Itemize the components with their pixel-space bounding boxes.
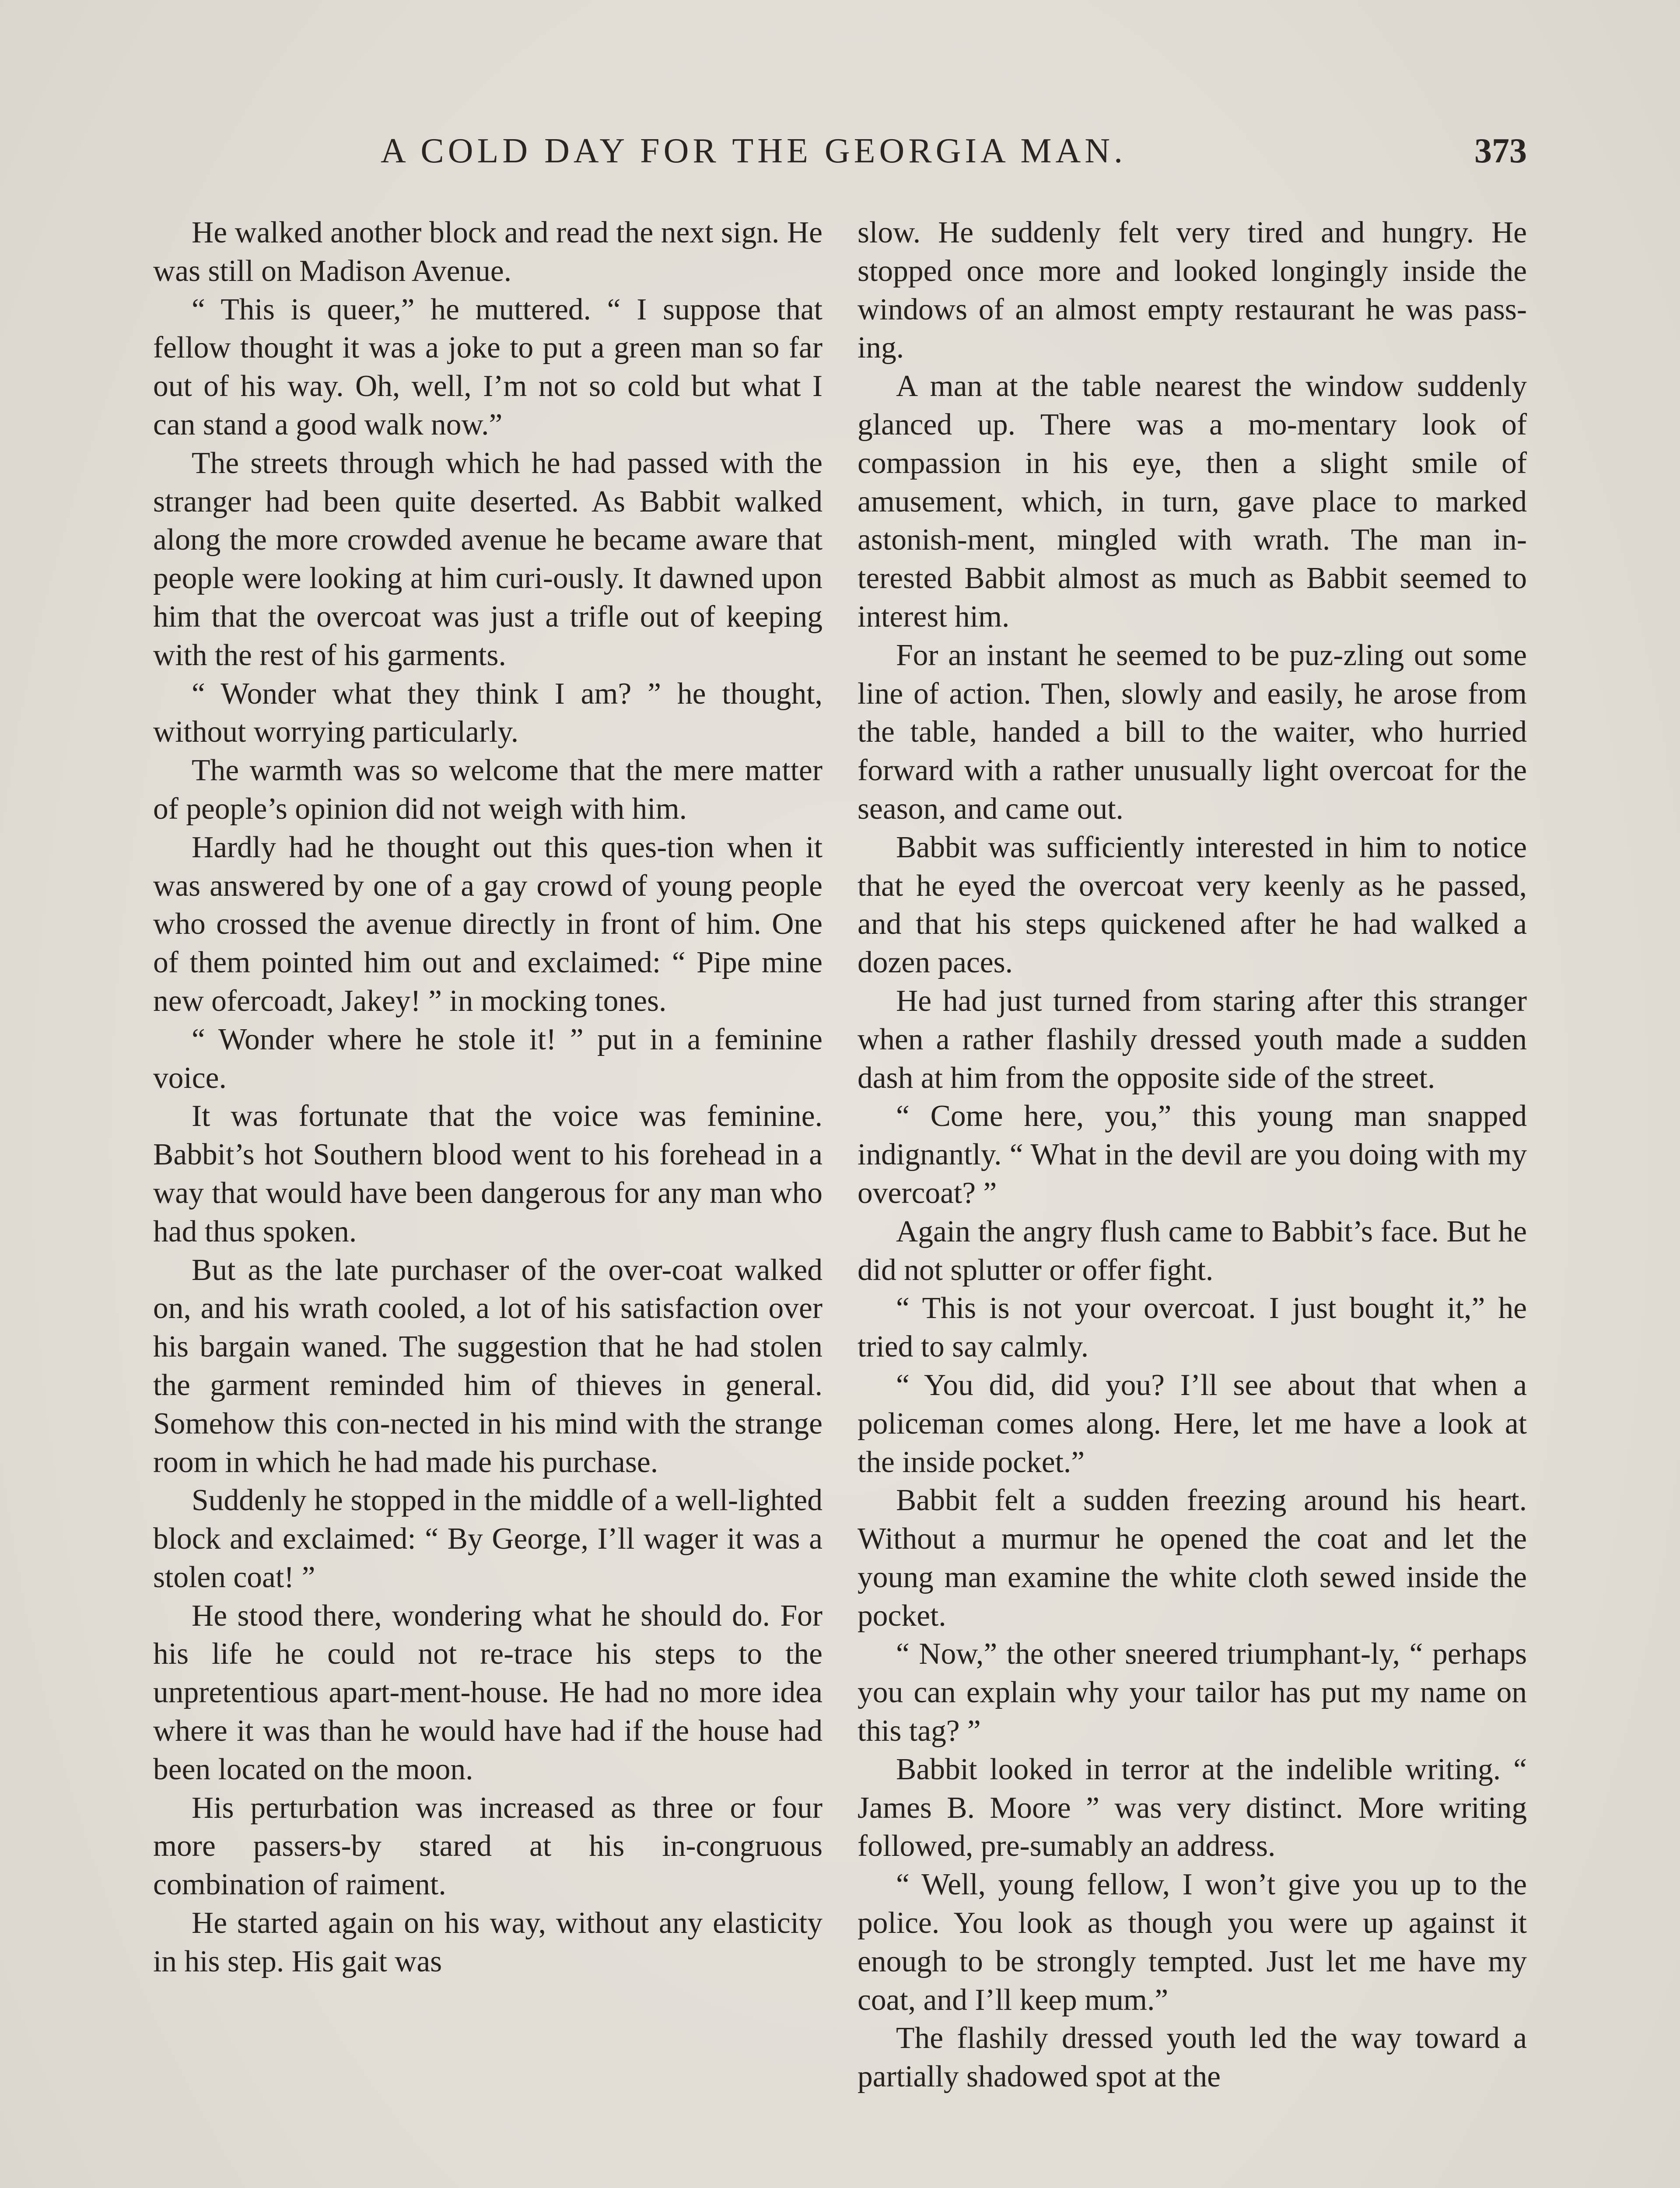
running-title: A COLD DAY FOR THE GEORGIA MAN. bbox=[381, 132, 1127, 170]
paragraph: “ This is not your overcoat. I just bought it,” he tried to say calmly. bbox=[858, 1291, 1527, 1364]
running-head bbox=[153, 131, 1527, 184]
paragraph: But as the late purchaser of the over-coat walked on, and his wrath cooled, a lot of his satisfaction over his bargain waned. The suggestion that he had stolen the garment reminded him of thieves in general. Somehow this con-nected in his mind with the strange room in which he had made his purchase. bbox=[153, 1253, 822, 1479]
continued-paragraph: slow. He suddenly felt very tired and hungry. He stopped once more and looked longingly inside the windows of an almost empty restaurant he was pass-ing. bbox=[858, 216, 1527, 365]
paragraph: Suddenly he stopped in the middle of a well-lighted block and exclaimed: “ By George, I’ll wager it was a stolen coat! ” bbox=[153, 1483, 822, 1594]
paragraph: His perturbation was increased as three or four more passers-by stared at his in-congruous combination of raiment. bbox=[153, 1791, 822, 1902]
paragraph: “ You did, did you? I’ll see about that when a policeman comes along. Here, let me have a look at the inside pocket.” bbox=[858, 1368, 1527, 1479]
paragraph: “ This is queer,” he muttered. “ I suppose that fellow thought it was a joke to put a green man so far out of his way. Oh, well, I’m not so cold but what I can stand a good walk now.” bbox=[153, 292, 822, 442]
paragraph: For an instant he seemed to be puz-zling out some line of action. Then, slowly and easily, he arose from the table, handed a bill to the waiter, who hurried forward with a rather unusually light overcoat for the season, and came out. bbox=[858, 638, 1527, 826]
paragraph: “ Now,” the other sneered triumphant-ly, “ perhaps you can explain why your tailor has put my name on this tag? ” bbox=[858, 1637, 1527, 1748]
paragraph: It was fortunate that the voice was feminine. Babbit’s hot Southern blood went to his forehead in a way that would have been dangerous for any man who had thus spoken. bbox=[153, 1099, 822, 1248]
paragraph: “ Come here, you,” this young man snapped indignantly. “ What in the devil are you doing with my overcoat? ” bbox=[858, 1099, 1527, 1210]
paragraph: A man at the table nearest the window suddenly glanced up. There was a mo-mentary look of compassion in his eye, then a slight smile of amusement, which, in turn, gave place to marked astonish-ment, mingled with wrath. The man in-terested Babbit almost as much as Babbit seemed to interest him. bbox=[858, 369, 1527, 634]
paragraph: Babbit was sufficiently interested in him to notice that he eyed the overcoat very keenly as he passed, and that his steps quickened after he had walked a dozen paces. bbox=[858, 830, 1527, 980]
paragraph: “ Wonder what they think I am? ” he thought, without worrying particularly. bbox=[153, 677, 822, 749]
paragraph: He stood there, wondering what he should do. For his life he could not re-trace his steps to the unpretentious apart-ment-house. He had no more idea where it was than he would have had if the house had been located on the moon. bbox=[153, 1599, 822, 1786]
left-text-column bbox=[153, 214, 822, 1981]
paragraph: Babbit felt a sudden freezing around his heart. Without a murmur he opened the coat and let the young man examine the white cloth sewed inside the pocket. bbox=[858, 1483, 1527, 1633]
paragraph: Babbit looked in terror at the indelible writing. “ James B. Moore ” was very distinct. More writing followed, pre-sumably an address. bbox=[858, 1752, 1527, 1863]
page-number: 373 bbox=[1474, 132, 1527, 170]
right-text-column bbox=[858, 214, 1527, 2096]
paragraph: He started again on his way, without any elasticity in his step. His gait was bbox=[153, 1906, 822, 1978]
paragraph: The warmth was so welcome that the mere matter of people’s opinion did not weigh with him. bbox=[153, 754, 822, 826]
paragraph: He walked another block and read the next sign. He was still on Madison Avenue. bbox=[153, 216, 822, 288]
paragraph: The flashily dressed youth led the way toward a partially shadowed spot at the bbox=[858, 2021, 1527, 2094]
paragraph: He had just turned from staring after this stranger when a rather flashily dressed youth made a sudden dash at him from the opposite side of the street. bbox=[858, 984, 1527, 1095]
paragraph: “ Well, young fellow, I won’t give you up to the police. You look as though you were up against it enough to be strongly tempted. Just let me have my coat, and I’ll keep mum.” bbox=[858, 1868, 1527, 2017]
paragraph: Again the angry flush came to Babbit’s face. But he did not splutter or offer fight. bbox=[858, 1214, 1527, 1287]
paragraph: “ Wonder where he stole it! ” put in a feminine voice. bbox=[153, 1022, 822, 1095]
paragraph: Hardly had he thought out this ques-tion when it was answered by one of a gay crowd of young people who crossed the avenue directly in front of him. One of them pointed him out and exclaimed: “ Pipe mine new ofercoadt, Jakey! ” in mocking tones. bbox=[153, 830, 822, 1018]
paragraph: The streets through which he had passed with the stranger had been quite deserted. As Babbit walked along the more crowded avenue he became aware that people were looking at him curi-ously. It dawned upon him that the overcoat was just a trifle out of keeping with the rest of his garments. bbox=[153, 446, 822, 672]
